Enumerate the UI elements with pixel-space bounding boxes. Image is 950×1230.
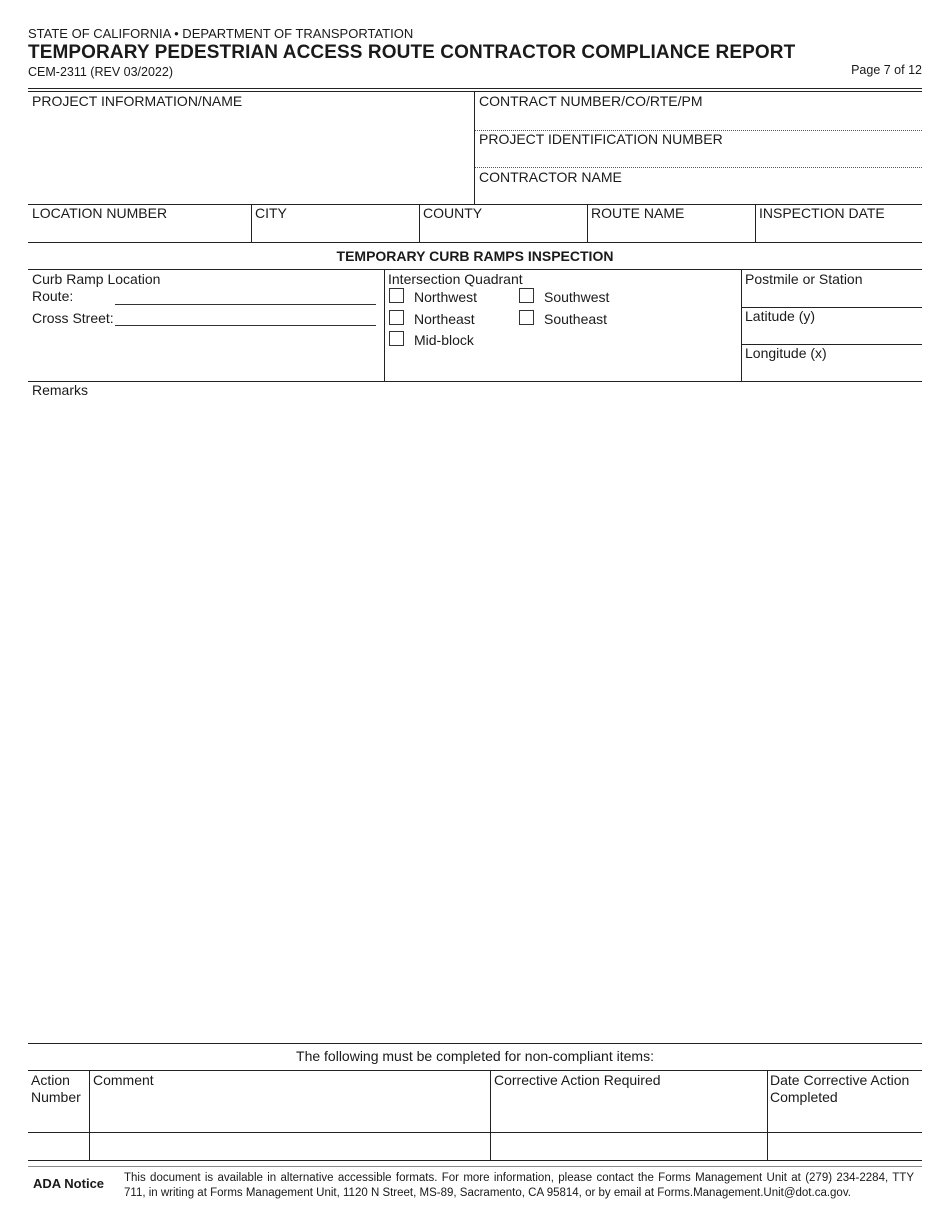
- longitude-label: Longitude (x): [745, 345, 827, 361]
- action-number-header: Action Number: [31, 1072, 81, 1105]
- southwest-checkbox[interactable]: [519, 288, 534, 303]
- contractor-name-label: CONTRACTOR NAME: [479, 169, 622, 185]
- location-number-field[interactable]: [28, 222, 250, 242]
- route-label: Route:: [32, 288, 74, 304]
- remarks-label: Remarks: [32, 382, 89, 398]
- route-name-field[interactable]: [588, 222, 754, 242]
- ada-notice-label: ADA Notice: [33, 1176, 105, 1191]
- date-completed-cell[interactable]: [768, 1133, 922, 1159]
- inspection-date-field[interactable]: [756, 222, 922, 242]
- noncompliant-heading: The following must be completed for non-compliant items:: [296, 1048, 654, 1064]
- latitude-label: Latitude (y): [745, 308, 816, 324]
- northeast-checkbox[interactable]: [389, 310, 404, 325]
- city-label: CITY: [255, 205, 287, 221]
- postmile-field[interactable]: [742, 288, 922, 306]
- location-number-label: LOCATION NUMBER: [32, 205, 168, 221]
- ada-notice-text: This document is available in alternative accessible formats. For more information, please contact the Forms Management Unit at (279) 234-2284, TTY 711, in writing at Forms Management Unit, 1120 N Street, MS-89, Sacramento, CA 95814, or by email at Forms.Management.Unit@dot.ca.gov.: [124, 1172, 914, 1199]
- route-name-label: ROUTE NAME: [591, 205, 685, 221]
- route-input[interactable]: [115, 304, 376, 305]
- comment-header: Comment: [93, 1072, 154, 1088]
- section-title: TEMPORARY CURB RAMPS INSPECTION: [336, 248, 614, 264]
- southeast-checkbox[interactable]: [519, 310, 534, 325]
- midblock-label: Mid-block: [414, 332, 474, 348]
- project-info-field[interactable]: [28, 110, 473, 202]
- southeast-label: Southeast: [544, 311, 608, 327]
- northwest-checkbox[interactable]: [389, 288, 404, 303]
- date-completed-header: Date Corrective Action Completed: [770, 1072, 910, 1105]
- top-rule: [28, 88, 922, 89]
- agency-line: STATE OF CALIFORNIA • DEPARTMENT OF TRANSPORTATION: [28, 26, 414, 41]
- contract-number-label: CONTRACT NUMBER/CO/RTE/PM: [479, 93, 703, 109]
- cross-street-label: Cross Street:: [32, 310, 114, 326]
- action-number-cell[interactable]: [28, 1133, 89, 1159]
- corrective-action-cell[interactable]: [491, 1133, 767, 1159]
- form-id: CEM-2311 (REV 03/2022): [28, 65, 173, 79]
- cross-street-input[interactable]: [115, 325, 376, 326]
- intersection-quadrant-label: Intersection Quadrant: [388, 271, 523, 287]
- northeast-label: Northeast: [414, 311, 475, 327]
- inspection-date-label: INSPECTION DATE: [759, 205, 885, 221]
- comment-cell[interactable]: [90, 1133, 490, 1159]
- longitude-field[interactable]: [742, 362, 922, 380]
- remarks-field[interactable]: [28, 400, 922, 1040]
- contract-number-field[interactable]: [476, 110, 922, 129]
- county-label: COUNTY: [423, 205, 483, 221]
- southwest-label: Southwest: [544, 289, 610, 305]
- page-number: Page 7 of 12: [851, 63, 922, 77]
- county-field[interactable]: [420, 222, 586, 242]
- northwest-label: Northwest: [414, 289, 478, 305]
- project-info-label: PROJECT INFORMATION/NAME: [32, 93, 243, 109]
- midblock-checkbox[interactable]: [389, 331, 404, 346]
- form-title: TEMPORARY PEDESTRIAN ACCESS ROUTE CONTRACTOR COMPLIANCE REPORT: [28, 42, 796, 63]
- postmile-label: Postmile or Station: [745, 271, 863, 287]
- corrective-action-header: Corrective Action Required: [494, 1072, 661, 1088]
- project-id-field[interactable]: [476, 148, 922, 166]
- city-field[interactable]: [252, 222, 418, 242]
- project-id-label: PROJECT IDENTIFICATION NUMBER: [479, 131, 723, 147]
- curb-ramp-location-label: Curb Ramp Location: [32, 271, 161, 287]
- latitude-field[interactable]: [742, 325, 922, 343]
- contractor-name-field[interactable]: [476, 186, 922, 203]
